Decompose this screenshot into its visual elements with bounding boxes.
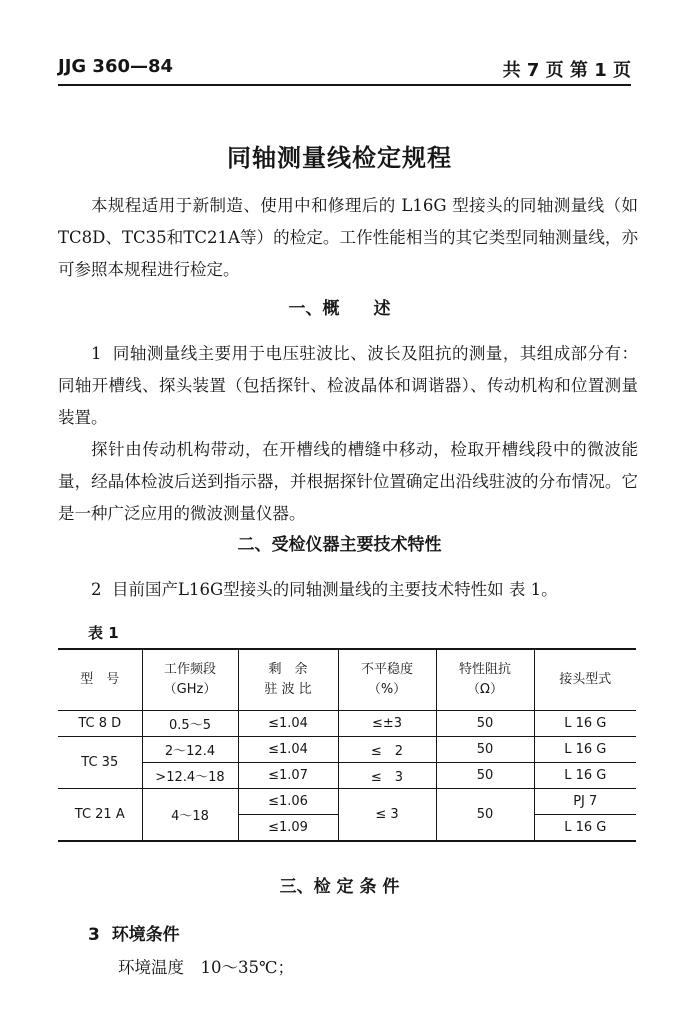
header-flatness: 不平稳度 （%） (338, 649, 436, 711)
table-row (58, 737, 636, 763)
clause-number: 1 (91, 344, 102, 363)
header-model: 型 号 (58, 649, 142, 711)
header-impedance: 特性阻抗 （Ω） (436, 649, 534, 711)
clause-number: 3 (88, 925, 100, 945)
section-2-paragraph-1 (91, 574, 641, 606)
page-title: 同轴测量线检定规程 (227, 144, 452, 172)
section-1-paragraph-1 (58, 338, 638, 434)
cell-flatness: ≤ 3 (338, 763, 436, 789)
header-freq: 工作频段 （GHz） (142, 649, 238, 711)
cell-impedance: 50 (436, 711, 534, 737)
table-row (58, 763, 636, 789)
table-row (58, 789, 636, 815)
page-info: 共 7 页 第 1 页 (502, 60, 631, 81)
section-1-heading: 一、概 述 (288, 299, 391, 319)
spec-table (58, 648, 636, 842)
cell-flatness: ≤±3 (338, 711, 436, 737)
cell-connector: L 16 G (534, 711, 636, 737)
cell-flatness: ≤ 2 (338, 737, 436, 763)
clause-title: 环境条件 (111, 925, 180, 945)
cell-model: TC 21 A (58, 789, 142, 842)
clause-number: 2 (91, 580, 102, 599)
cell-impedance: 50 (436, 789, 534, 842)
clause-text: 同轴测量线主要用于电压驻波比、波长及阻抗的测量，其组成部分有：同轴开槽线、探头装置（包括探针、检波晶体和调谐器）、传动机构和位置测量装置。 (58, 344, 638, 427)
header-rule (58, 84, 631, 86)
environment-temperature: 环境温度 10～35℃； (118, 958, 294, 977)
section-1-paragraph-2: 探针由传动机构带动，在开槽线的槽缝中移动，检取开槽线段中的微波能量，经晶体检波后送到指示器，并根据探针位置确定出沿线驻波的分布情况。它是一种广泛应用的微波测量仪器。 (58, 440, 638, 523)
cell-freq: 2～12.4 (142, 737, 238, 763)
cell-connector: L 16 G (534, 815, 636, 842)
intro-paragraph: 本规程适用于新制造、使用中和修理后的 L16G 型接头的同轴测量线（如TC8D、TC35和TC21A等）的检定。工作性能相当的其它类型同轴测量线，亦可参照本规程进行检定。 (58, 196, 638, 279)
section-3-heading: 三、检 定 条 件 (279, 877, 400, 897)
subsection-3-title (88, 920, 180, 945)
section-2-heading: 二、受检仪器主要技术特性 (237, 535, 442, 555)
table-row (58, 711, 636, 737)
cell-vswr: ≤1.04 (238, 737, 338, 763)
cell-model: TC 8 D (58, 711, 142, 737)
header-vswr: 剩 余 驻 波 比 (238, 649, 338, 711)
cell-impedance: 50 (436, 737, 534, 763)
cell-connector: L 16 G (534, 737, 636, 763)
table-header-row (58, 649, 636, 711)
cell-connector: L 16 G (534, 763, 636, 789)
cell-vswr: ≤1.07 (238, 763, 338, 789)
header-connector: 接头型式 (534, 649, 636, 711)
cell-model: TC 35 (58, 737, 142, 789)
cell-impedance: 50 (436, 763, 534, 789)
cell-vswr: ≤1.06 (238, 789, 338, 815)
cell-vswr: ≤1.09 (238, 815, 338, 842)
cell-flatness: ≤ 3 (338, 789, 436, 842)
cell-connector: PJ 7 (534, 789, 636, 815)
cell-freq: 4～18 (142, 789, 238, 842)
cell-freq: >12.4～18 (142, 763, 238, 789)
doc-code: JJG 360—84 (58, 56, 174, 77)
clause-text: 目前国产L16G型接头的同轴测量线的主要技术特性如 表 1。 (112, 580, 558, 599)
cell-freq: 0.5～5 (142, 711, 238, 737)
table-caption: 表 1 (88, 624, 119, 642)
cell-vswr: ≤1.04 (238, 711, 338, 737)
